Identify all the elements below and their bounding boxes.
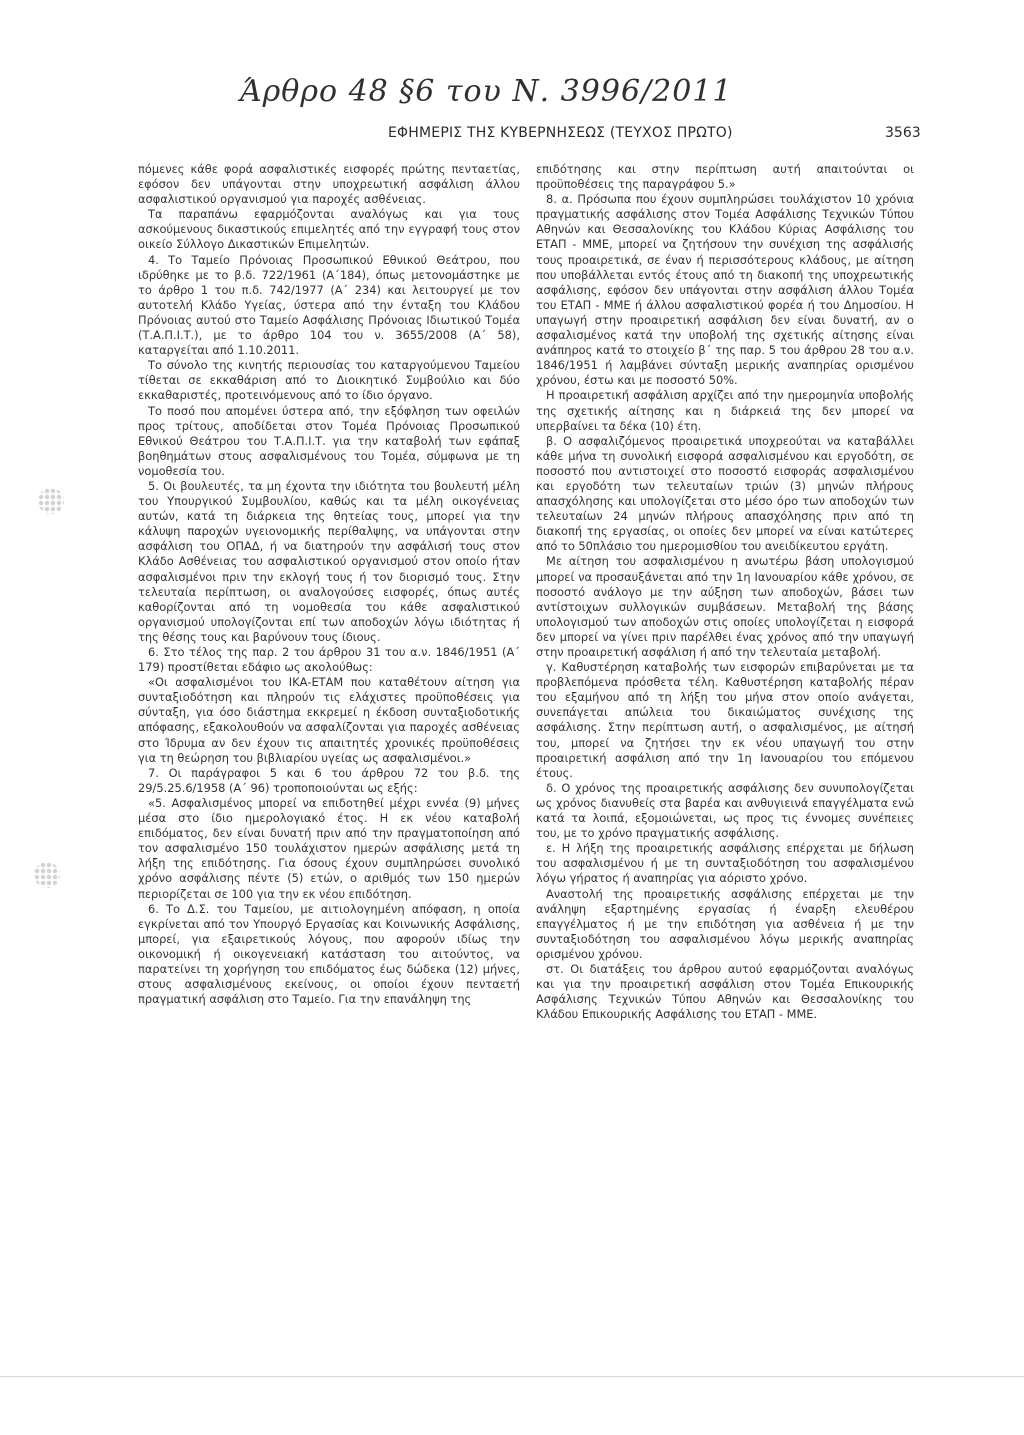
page-number: 3563 — [885, 125, 921, 141]
paragraph: «5. Ασφαλισμένος μπορεί να επιδοτηθεί μέχρι εννέα (9) μήνες μέσα στο ίδιο ημερολογιακό έτος. Η εκ νέου καταβολή επιδόματος, δεν είναι δυνατή πριν από την πραγματοποίηση από τον ασφαλισμένο 150 τουλάχιστον ημερών ασφάλισης μετά τη λήξη της επιδότησης. Για όσους έχουν συμπληρώσει συνολικό χρόνο ασφάλισης πέντε (5) ετών, ο αριθμός των 150 ημερών περιορίζεται σε 100 για την εκ νέου επιδότηση. — [138, 795, 520, 901]
gazette-header-title: ΕΦΗΜΕΡΙΣ ΤΗΣ ΚΥΒΕΡΝΗΣΕΩΣ (ΤΕΥΧΟΣ ΠΡΩΤΟ) — [388, 125, 733, 141]
paragraph: Τα παραπάνω εφαρμόζονται αναλόγως και για τους ασκούμενους δικαστικούς επιμελητές από την εγγραφή τους στον οικείο Σύλλογο Δικαστικών Επιμελητών. — [138, 207, 520, 252]
handwritten-annotation: Άρθρο 48 §6 του Ν. 3996/2011 — [240, 74, 733, 109]
paragraph: 4. Το Ταμείο Πρόνοιας Προσωπικού Εθνικού Θεάτρου, που ιδρύθηκε με το β.δ. 722/1961 (Α΄184), όπως μετονομάστηκε με το άρθρο 1 του π.δ. 742/1977 (Α΄ 234) και λειτουργεί με τον αυτοτελή Κλάδο Υγείας, ύστερα από την ένταξη του Κλάδου Πρόνοιας αυτού στο Ταμείο Ασφάλισης Πρόνοιας Ιδιωτικού Τομέα (Τ.Α.Π.Ι.Τ.), με το άρθρο 104 του ν. 3655/2008 (Α΄ 58), καταργείται από 1.10.2011. — [138, 252, 520, 358]
scan-artifact — [38, 488, 64, 514]
paragraph: 7. Οι παράγραφοι 5 και 6 του άρθρου 72 του β.δ. της 29/5.25.6/1958 (Α΄ 96) τροποποιούνται ως εξής: — [138, 765, 520, 795]
paragraph: 6. Το Δ.Σ. του Ταμείου, με αιτιολογημένη απόφαση, η οποία εγκρίνεται από τον Υπουργό Εργασίας και Κοινωνικής Ασφάλισης, μπορεί, για εξαιρετικούς λόγους, που αφορούν ιδίως την οικονομική ή οικογενειακή κατάσταση του αιτούντος, να παρατείνει τη χορήγηση του επιδόματος έως δώδεκα (12) μήνες, στους ασφαλισμένους εκείνους, οι οποίοι έχουν πενταετή πραγματική ασφάλιση στο Ταμείο. Για την επανάληψη της — [138, 901, 520, 1007]
paragraph: γ. Καθυστέρηση καταβολής των εισφορών επιβαρύνεται με τα προβλεπόμενα πρόσθετα τέλη. Καθυστέρηση καταβολής πέραν του εξαμήνου από τη λήξη του μήνα στον οποίο ανάγεται, συνεπάγεται απώλεια του δικαιώματος συνέχισης της ασφάλισης. Στην περίπτωση αυτή, ο ασφαλισμένος, με αίτησή του, μπορεί να ζητήσει την εκ νέου υπαγωγή του στην προαιρετική ασφάλιση από την 1η Ιανουαρίου του επόμενου έτους. — [536, 660, 914, 780]
paragraph: Η προαιρετική ασφάλιση αρχίζει από την ημερομηνία υποβολής της σχετικής αίτησης και η διάρκειά της δεν μπορεί να υπερβαίνει τα δέκα (10) έτη. — [536, 388, 914, 433]
paragraph: πόμενες κάθε φορά ασφαλιστικές εισφορές πρώτης πενταετίας, εφόσον δεν υπάγονται στην υποχρεωτική ασφάλιση άλλου ασφαλιστικού οργανισμού για παροχές ασθένειας. — [138, 162, 520, 207]
paragraph: επιδότησης και στην περίπτωση αυτή απαιτούνται οι προϋποθέσεις της παραγράφου 5.» — [536, 162, 914, 192]
paragraph: Αναστολή της προαιρετικής ασφάλισης επέρχεται με την ανάληψη εξαρτημένης εργασίας ή έναρξη ελευθέρου επαγγέλματος ή με την επιδότηση για ασθένεια ή με την συνταξιοδότηση του ασφαλισμένου λόγω μερικής αναπηρίας ορισμένου χρόνου. — [536, 886, 914, 961]
paragraph: 8. α. Πρόσωπα που έχουν συμπληρώσει τουλάχιστον 10 χρόνια πραγματικής ασφάλισης στον Τομέα Ασφάλισης Τεχνικών Τύπου Αθηνών και Θεσσαλονίκης του Κλάδου Κύριας Ασφάλισης του ΕΤΑΠ - ΜΜΕ, μπορεί να ζητήσουν την συνέχιση της ασφάλισής τους προαιρετικά, σε έναν ή περισσότερους κλάδους, με αίτηση που υποβάλλεται εντός έτους από τη διακοπή της υποχρεωτικής ασφάλισης, εφόσον δεν υπάγονται στην ασφάλιση άλλου Τομέα του ΕΤΑΠ - ΜΜΕ ή άλλου ασφαλιστικού φορέα ή του Δημοσίου. Η υπαγωγή στην προαιρετική ασφάλιση δεν είναι δυνατή, αν ο ασφαλισμένος κατά την υποβολή της σχετικής αίτησης είναι ανάπηρος κατά το στοιχείο β΄ της παρ. 5 του άρθρου 28 του α.ν. 1846/1951 ή λαμβάνει σύνταξη μερικής αναπηρίας ορισμένου χρόνου, έστω και με ποσοστό 50%. — [536, 192, 914, 388]
paragraph: Με αίτηση του ασφαλισμένου η ανωτέρω βάση υπολογισμού μπορεί να προσαυξάνεται από την 1η Ιανουαρίου κάθε χρόνου, σε ποσοστό ανάλογο με την αύξηση των αποδοχών, βάσει των αντίστοιχων συλλογικών συμβάσεων. Μεταβολή της βάσης υπολογισμού των αποδοχών στις οποίες υπολογίζεται η εισφορά δεν μπορεί να γίνει πριν παρέλθει ένας χρόνος από την υπαγωγή στην προαιρετική ασφάλιση ή από την τελευταία μεταβολή. — [536, 554, 914, 659]
left-text-column — [138, 162, 520, 1007]
paragraph: 6. Στο τέλος της παρ. 2 του άρθρου 31 του α.ν. 1846/1951 (Α΄ 179) προστίθεται εδάφιο ως ακολούθως: — [138, 645, 520, 675]
scan-artifact — [34, 862, 60, 888]
paragraph: «Οι ασφαλισμένοι του ΙΚΑ-ΕΤΑΜ που καταθέτουν αίτηση για συνταξιοδότηση και πληρούν τις ελάχιστες προϋποθέσεις για σύνταξη, για όσο διάστημα εκκρεμεί η έκδοση συνταξιοδοτικής απόφασης, εξακολουθούν να ασφαλίζονται για παροχές ασθένειας στο Ίδρυμα αν δεν έχουν τις απαιτητές χρονικές προϋποθέσεις για τη θεώρηση του βιβλιαρίου υγείας ως ασφαλισμένοι.» — [138, 675, 520, 765]
paragraph: Το σύνολο της κινητής περιουσίας του καταργούμενου Ταμείου τίθεται σε εκκαθάριση από το Διοικητικό Συμβούλιο και δύο εκκαθαριστές, προτεινόμενους από το ίδιο όργανο. — [138, 358, 520, 403]
right-text-column — [536, 162, 914, 1022]
paragraph: Το ποσό που απομένει ύστερα από, την εξόφληση των οφειλών προς τρίτους, αποδίδεται στον Τομέα Πρόνοιας Προσωπικού Εθνικού Θεάτρου του Τ.Α.Π.Ι.Τ. για την καταβολή των εφάπαξ βοηθημάτων στους ασφαλισμένους του Τομέα, σύμφωνα με τη νομοθεσία του. — [138, 403, 520, 478]
paragraph: στ. Οι διατάξεις του άρθρου αυτού εφαρμόζονται αναλόγως και για την προαιρετική ασφάλιση στον Τομέα Επικουρικής Ασφάλισης Τεχνικών Τύπου Αθηνών και Θεσσαλονίκης του Κλάδου Επικουρικής Ασφάλισης του ΕΤΑΠ - ΜΜΕ. — [536, 961, 914, 1022]
paragraph: δ. Ο χρόνος της προαιρετικής ασφάλισης δεν συνυπολογίζεται ως χρόνος διανυθείς στα βαρέα και ανθυγιεινά επαγγέλματα ενώ κατά τα λοιπά, εξομοιώνεται, ως προς τις έννομες συνέπειες του, με το χρόνο πραγματικής ασφάλισης. — [536, 780, 914, 841]
paragraph: β. Ο ασφαλιζόμενος προαιρετικά υποχρεούται να καταβάλλει κάθε μήνα τη συνολική εισφορά ασφαλισμένου και εργοδότη, σε ποσοστό που αντιστοιχεί στο ποσοστό εισφοράς ασφαλισμένου και εργοδότη των τελευταίων τριών (3) μηνών πλήρους απασχόλησης και υπολογίζεται στο μέσο όρο των αποδοχών των τελευταίων 24 μηνών πλήρους απασχόλησης πριν από τη διακοπή της εργασίας, οι οποίες δεν μπορεί να είναι κατώτερες από το 50πλάσιο του ημερομισθίου του ανειδίκευτου εργάτη. — [536, 433, 914, 554]
paragraph: ε. Η λήξη της προαιρετικής ασφάλισης επέρχεται με δήλωση του ασφαλισμένου ή με τη συνταξιοδότηση του ασφαλισμένου λόγω γήρατος ή αναπηρίας για αόριστο χρόνο. — [536, 841, 914, 886]
paragraph: 5. Οι βουλευτές, τα μη έχοντα την ιδιότητα του βουλευτή μέλη του Υπουργικού Συμβουλίου, καθώς και τα μέλη οικογένειας αυτών, κατά τη διάρκεια της θητείας τους, μπορεί για την κάλυψη παροχών υγειονομικής περίθαλψης, να υπάγονται στην ασφάλιση του ΟΠΑΔ, ή να διατηρούν την ασφάλισή τους στον Κλάδο Ασθένειας του ασφαλιστικού οργανισμού στον οποίο ήταν ασφαλισμένοι πριν την εκλογή τους ή τον διορισμό τους. Στην τελευταία περίπτωση, οι αναλογούσες εισφορές, όπως αυτές καθορίζονται από τη νομοθεσία του κάθε ασφαλιστικού οργανισμού υπολογίζονται επί των αποδοχών λόγω ιδιότητας ή της θέσης τους και βαρύνουν τους ίδιους. — [138, 478, 520, 644]
page-edge-divider — [0, 1376, 1024, 1377]
